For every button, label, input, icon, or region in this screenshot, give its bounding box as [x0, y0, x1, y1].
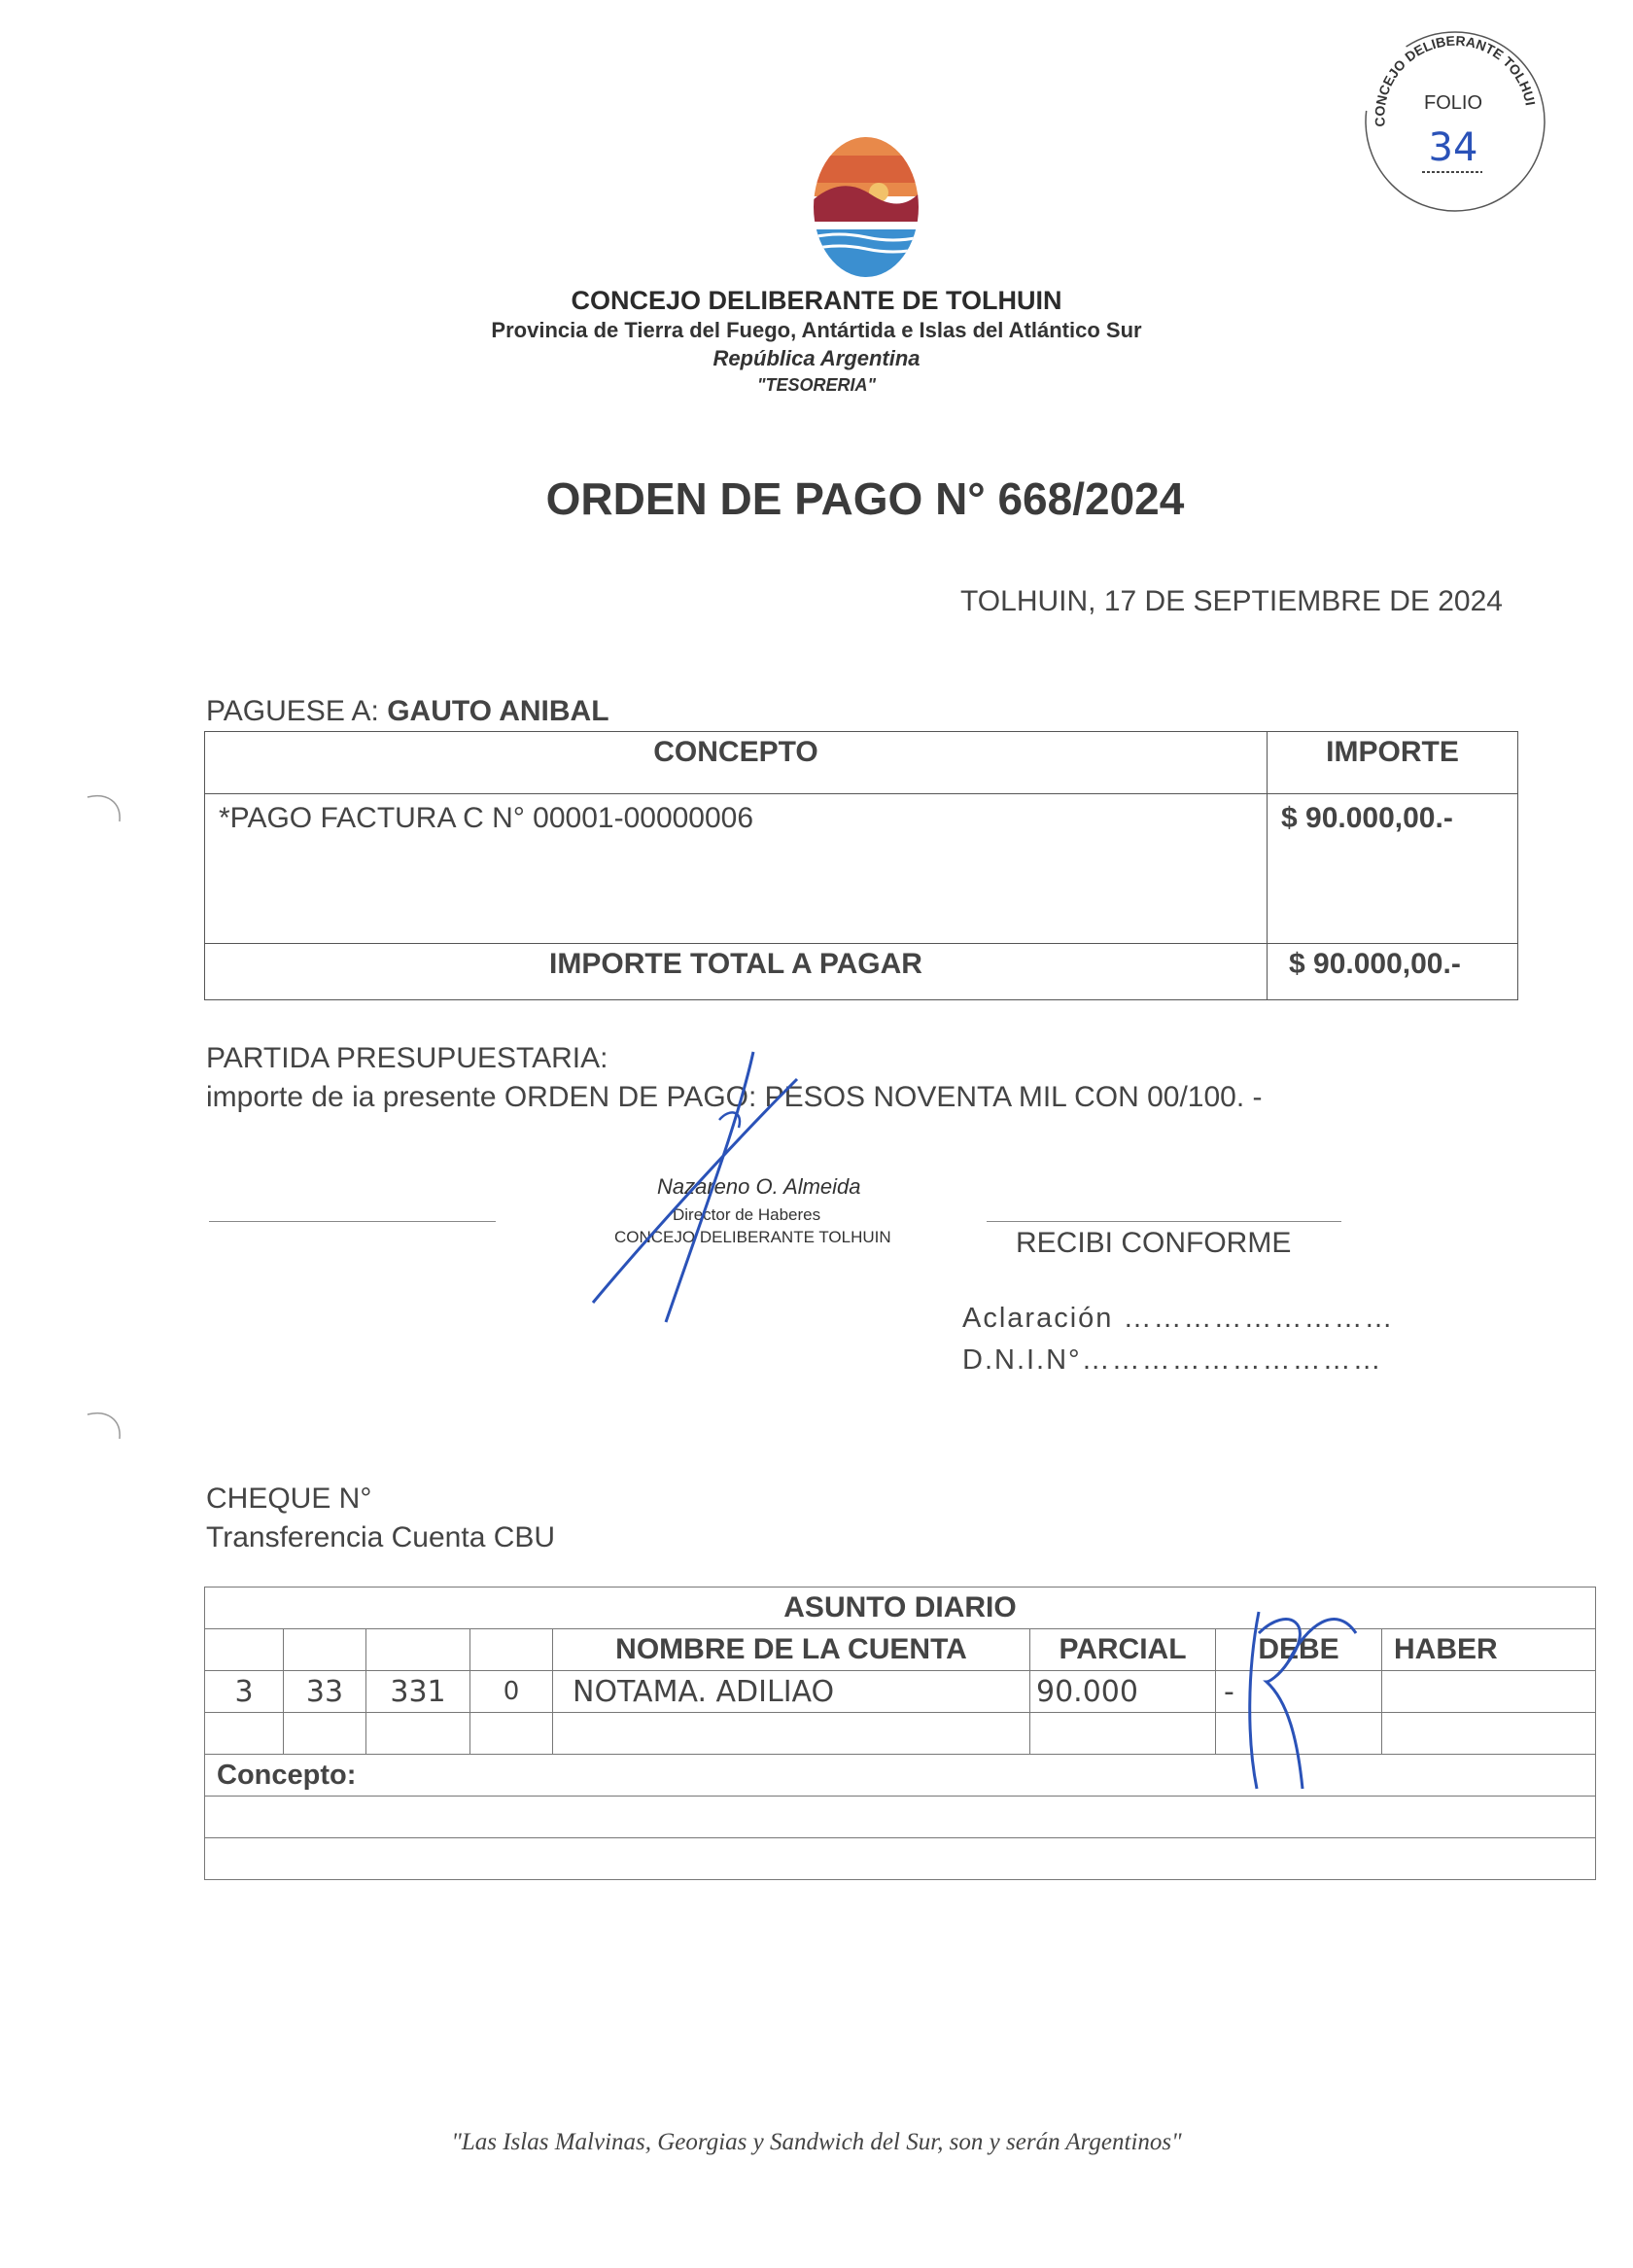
- concept-amount: $ 90.000,00.-: [1268, 794, 1518, 944]
- signatory-org: CONCEJO DELIBERANTE TOLHUIN: [614, 1228, 891, 1246]
- diario-cell: [366, 1713, 470, 1755]
- total-amount: $ 90.000,00.-: [1268, 944, 1518, 1000]
- col-parcial: PARCIAL: [1030, 1629, 1216, 1671]
- payee-label: PAGUESE A:: [206, 695, 379, 727]
- diario-cell: [205, 1713, 284, 1755]
- diario-cell: [470, 1713, 553, 1755]
- signature-line-right: [987, 1221, 1341, 1222]
- margin-mark: [83, 787, 131, 826]
- col-debe: DEBE: [1216, 1629, 1382, 1671]
- diario-cell: [205, 1629, 284, 1671]
- diario-cell: [1030, 1713, 1216, 1755]
- asunto-diario-table: [204, 1587, 1596, 1880]
- concepto-line: [205, 1797, 1596, 1838]
- cheque-label: CHEQUE N°: [206, 1483, 372, 1515]
- importe-header: IMPORTE: [1268, 732, 1518, 794]
- diario-title: ASUNTO DIARIO: [205, 1588, 1596, 1629]
- province-line: Provincia de Tierra del Fuego, Antártida e Islas del Atlántico Sur: [491, 318, 1142, 342]
- diario-cell: [284, 1713, 366, 1755]
- payee-name: GAUTO ANIBAL: [387, 695, 609, 727]
- page-title: ORDEN DE PAGO N° 668/2024: [545, 473, 1185, 524]
- institution-name: CONCEJO DELIBERANTE DE TOLHUIN: [571, 286, 1062, 315]
- concepto-label: Concepto:: [205, 1755, 1596, 1797]
- hw-cuenta-4: 0: [470, 1671, 553, 1713]
- payee-line: [206, 695, 609, 728]
- logo: [813, 136, 920, 278]
- svg-text:FOLIO: FOLIO: [1423, 92, 1483, 114]
- concept-table: [204, 731, 1518, 1000]
- stamp-seal: [1356, 19, 1550, 214]
- handwritten-initial: [1230, 1594, 1366, 1808]
- diario-cell: [1382, 1713, 1596, 1755]
- svg-text:34: 34: [1428, 125, 1478, 170]
- diario-cell: [553, 1713, 1030, 1755]
- col-nombre-cuenta: NOMBRE DE LA CUENTA: [553, 1629, 1030, 1671]
- svg-text:CONCEJO DELIBERANTE TOLHUIN: CONCEJO DELIBERANTE TOLHUI: [1372, 32, 1539, 128]
- transferencia-label: Transferencia Cuenta CBU: [206, 1521, 556, 1553]
- signatory-name: Nazareno O. Almeida: [657, 1174, 861, 1199]
- diario-cell: [470, 1629, 553, 1671]
- importe-text: importe de ia presente ORDEN DE PAGO: PESOS NOVENTA MIL CON 00/100. -: [206, 1081, 1263, 1113]
- concept-item: *PAGO FACTURA C N° 00001-00000006: [205, 794, 1268, 944]
- concepto-line: [205, 1838, 1596, 1880]
- diario-cell: [366, 1629, 470, 1671]
- footer-motto: "Las Islas Malvinas, Georgias y Sandwich del Sur, son y serán Argentinos": [451, 2129, 1182, 2155]
- department-line: "TESORERIA": [756, 375, 877, 395]
- total-label: IMPORTE TOTAL A PAGAR: [205, 944, 1268, 1000]
- signatory-role: Director de Haberes: [673, 1205, 821, 1224]
- hw-nombre-cuenta: NOTAMA. ADILIAO: [553, 1671, 1030, 1713]
- recibi-conforme: RECIBI CONFORME: [1016, 1227, 1292, 1259]
- hw-cuenta-3: 331: [366, 1671, 470, 1713]
- hw-debe: -: [1216, 1671, 1382, 1713]
- diario-cell: [1382, 1671, 1596, 1713]
- concejo-logo-icon: [813, 136, 920, 278]
- partida-label: PARTIDA PRESUPUESTARIA:: [206, 1042, 608, 1074]
- hw-cuenta-2: 33: [284, 1671, 366, 1713]
- signature-line-left: [209, 1221, 496, 1222]
- aclaracion-line: Aclaración ………………………: [962, 1303, 1395, 1334]
- margin-mark: [83, 1405, 131, 1444]
- hw-cuenta-1: 3: [205, 1671, 284, 1713]
- hw-parcial: 90.000: [1030, 1671, 1216, 1713]
- dni-line: D.N.I.N°…………………………: [962, 1344, 1383, 1376]
- col-haber: HABER: [1382, 1629, 1596, 1671]
- folio-stamp: [1356, 19, 1550, 214]
- date-line: TOLHUIN, 17 DE SEPTIEMBRE DE 2024: [960, 585, 1503, 617]
- handwritten-signature: [573, 1040, 807, 1332]
- concepto-header: CONCEPTO: [205, 732, 1268, 794]
- diario-cell: [284, 1629, 366, 1671]
- country-line: República Argentina: [712, 346, 921, 370]
